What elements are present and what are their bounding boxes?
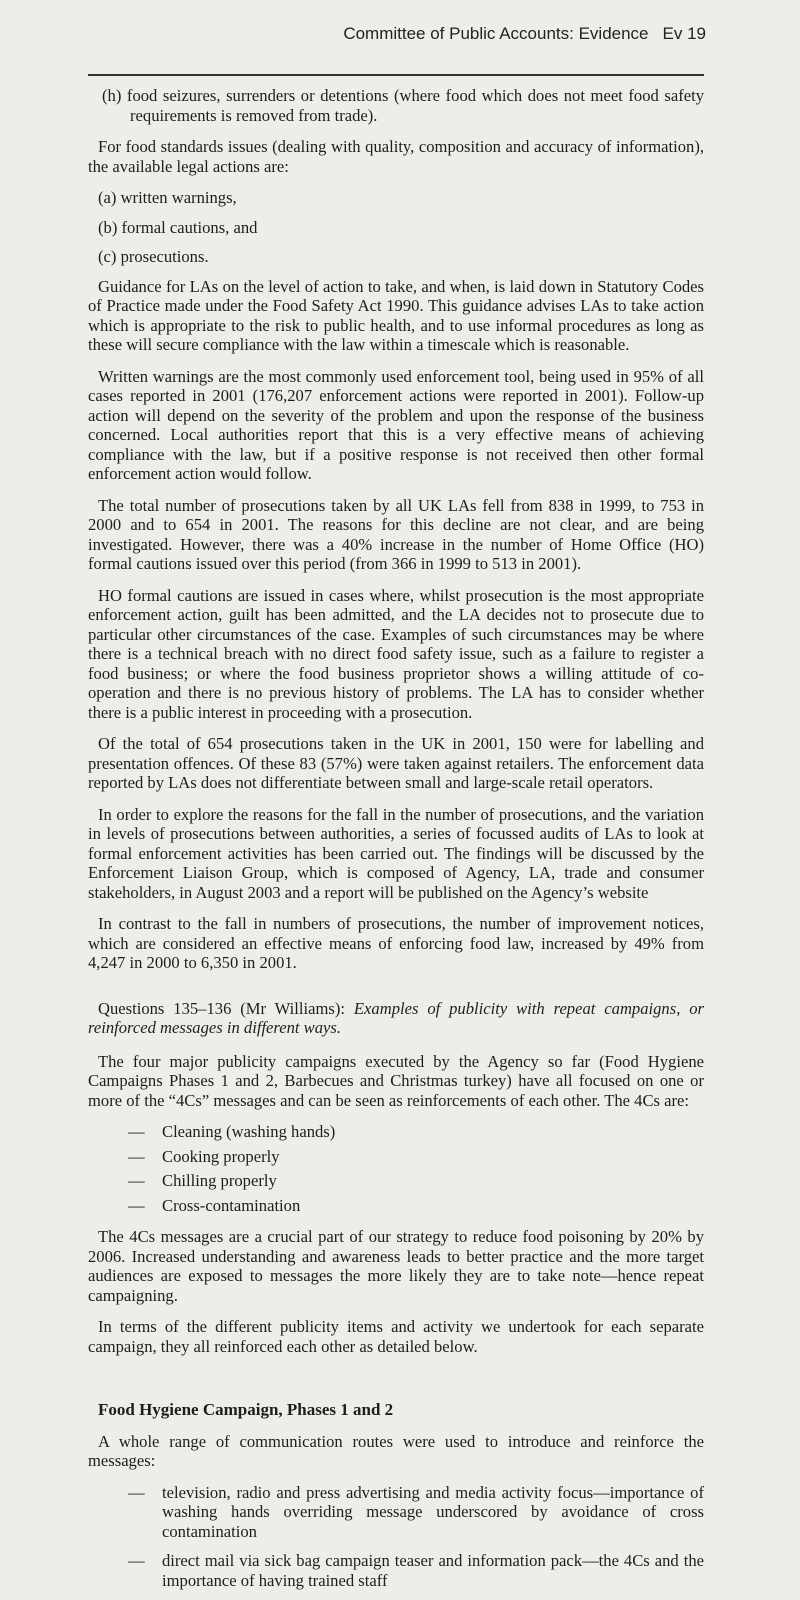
paragraph: Guidance for LAs on the level of action to take, and when, is laid down in Statutory Codes of Practice made under the Food Safety Act 1990. This guidance advises LAs to take action which is appropriate to the risk to public health, and to use informal procedures as long as these will secure compliance with the law within a timescale which is reasonable.: [88, 276, 704, 354]
dash: —: [128, 1122, 145, 1141]
four-cs-item: [128, 1196, 704, 1216]
paragraph: A whole range of communication routes were used to introduce and reinforce the messages:: [88, 1431, 704, 1470]
list-item-b: (b) formal cautions, and: [98, 217, 258, 237]
dash: —: [128, 1195, 145, 1215]
route-text: direct mail via sick bag campaign teaser and information pack—the 4Cs and the importance of having trained staff: [162, 1551, 704, 1590]
paragraph: Written warnings are the most commonly used enforcement tool, being used in 95% of all cases reported in 2001 (176,207 enforcement actions were reported in 2001). Follow-up action will depend on the severity of the problem and upon the response of the business concerned. Local authorities report that this is a very effective means of achieving compliance with the law, but if a positive response is not received then other formal enforcement action would follow.: [88, 366, 704, 483]
questions-paragraph: [88, 999, 704, 1038]
paragraph: The 4Cs messages are a crucial part of our strategy to reduce food poisoning by 20% by 2006. Increased understanding and awareness leads to better practice and the more target audiences are exposed to messages the more likely they are to take note—hence repeat campaigning.: [88, 1227, 704, 1305]
questions-topic: Examples of publicity with repeat campaigns, or reinforced messages in different ways.: [88, 998, 704, 1037]
running-header: [343, 24, 706, 44]
page-number: Ev 19: [662, 24, 706, 43]
four-cs-label: Chilling properly: [162, 1171, 277, 1190]
header-title: Committee of Public Accounts: Evidence: [343, 24, 649, 43]
paragraph: Of the total of 654 prosecutions taken in the UK in 2001, 150 were for labelling and presentation offences. Of these 83 (57%) were taken against retailers. The enforcement data reported by LAs does not differentiate between small and large-scale retail operators.: [88, 734, 704, 792]
list-item-a: (a) written warnings,: [98, 188, 237, 207]
four-cs-label: Cross-contamination: [162, 1195, 301, 1215]
body-text: [88, 86, 704, 1600]
route-item: [128, 1551, 704, 1590]
section-heading: Food Hygiene Campaign, Phases 1 and 2: [98, 1400, 394, 1419]
paragraph: In order to explore the reasons for the fall in the number of prosecutions, and the variation in levels of prosecutions between authorities, a series of focussed audits of LAs to look at formal enforcement activities has been carried out. The findings will be discussed by the Enforcement Liaison Group, which is composed of Agency, LA, trade and consumer stakeholders, in August 2003 and a report will be published on the Agency’s website: [88, 804, 704, 902]
dash: —: [128, 1551, 145, 1570]
dash: —: [128, 1482, 145, 1502]
questions-prefix: Questions 135–136 (Mr Williams):: [98, 998, 354, 1018]
header-rule: [88, 74, 704, 76]
list-item-h: (h) food seizures, surrenders or detentions (where food which does not meet food safety requirements is removed from trade).: [102, 86, 704, 125]
four-cs-item: [128, 1171, 704, 1191]
paragraph: For food standards issues (dealing with quality, composition and accuracy of information), the available legal actions are:: [88, 137, 704, 176]
paragraph: In terms of the different publicity items and activity we undertook for each separate campaign, they all reinforced each other as detailed below.: [88, 1317, 704, 1356]
route-text: television, radio and press advertising and media activity focus—importance of washing hands overriding message underscored by avoidance of cross contamination: [162, 1482, 704, 1541]
four-cs-item: [128, 1147, 704, 1167]
paragraph: The total number of prosecutions taken by all UK LAs fell from 838 in 1999, to 753 in 2000 and to 654 in 2001. The reasons for this decline are not clear, and are being investigated. However, there was a 40% increase in the number of Home Office (HO) formal cautions issued over this period (from 366 in 1999 to 513 in 2001).: [88, 495, 704, 573]
four-cs-label: Cleaning (washing hands): [162, 1122, 336, 1141]
four-cs-label: Cooking properly: [162, 1146, 280, 1166]
dash: —: [128, 1146, 145, 1166]
paragraph: HO formal cautions are issued in cases where, whilst prosecution is the most appropriate enforcement action, guilt has been admitted, and the LA decides not to prosecute due to particular other circumstances of the case. Examples of such circumstances may be where there is a technical breach with no direct food safety issue, such as a failure to register a food business; or where the food business proprietor shows a willing attitude of co-operation and there is no previous history of problems. The LA has to consider whether there is a public interest in proceeding with a prosecution.: [88, 585, 704, 722]
list-item-c: (c) prosecutions.: [98, 247, 209, 266]
route-item: [128, 1483, 704, 1542]
paragraph: In contrast to the fall in numbers of prosecutions, the number of improvement notices, which are considered an effective means of enforcing food law, increased by 49% from 4,247 in 2000 to 6,350 in 2001.: [88, 914, 704, 972]
four-cs-item: [128, 1122, 704, 1142]
paragraph: The four major publicity campaigns executed by the Agency so far (Food Hygiene Campaigns Phases 1 and 2, Barbecues and Christmas turkey) have all focused on one or more of the “4Cs” messages and can be seen as reinforcements of each other. The 4Cs are:: [88, 1051, 704, 1110]
dash: —: [128, 1171, 145, 1190]
